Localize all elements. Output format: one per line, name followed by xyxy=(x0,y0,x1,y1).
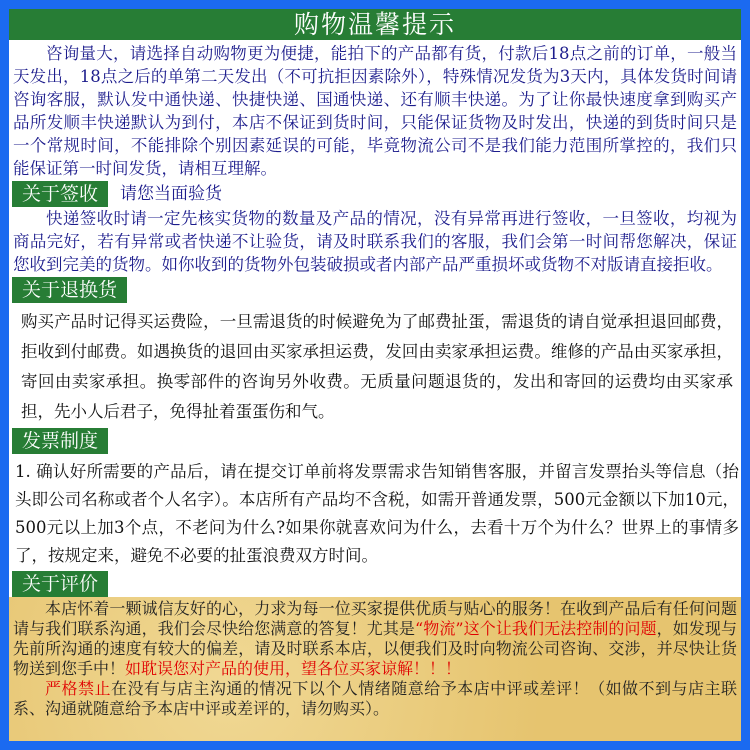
section-label-receipt: 关于签收 xyxy=(12,181,108,207)
review-text-c: 在没有与店主沟通的情况下以个人情绪随意给予本店中评或差评！（如做不到与店主联系、沟通就随意给予本店中评或差评的，请勿购买）。 xyxy=(13,679,737,718)
review-background xyxy=(9,597,741,741)
shopping-notice xyxy=(9,9,741,741)
returns-text: 购买产品时记得买运费险，一旦需退货的时候避免为了邮费扯蛋，需退货的请自觉承担退回邮费，拒收到付邮费。如遇换货的退回由买家承担运费，发回由卖家承担运费。维修的产品由买家承担，寄回由卖家承担。换零部件的咨询另外收费。无质量问题退货的，发出和寄回的运费均由买家承担，先小人后君子，免得扯着蛋蛋伤和气。 xyxy=(21,312,733,421)
logistics-warning: “物流”这个让我们无法控制的问题 xyxy=(415,619,657,638)
receipt-subtitle: 请您当面验货 xyxy=(120,184,223,204)
section-label-returns: 关于退换货 xyxy=(12,277,127,303)
intro-text: 咨询量大，请选择自动购物更为便捷，能拍下的产品都有货，付款后18点之前的订单，一般当天发出，18点之后的单第二天发出（不可抗拒因素除外），特殊情况发货为3天内，具体发货时间请咨询客服，默认发中通快递、快捷快递、国通快递、还有顺丰快递。为了让你最快速度拿到购买产品所发顺丰快递默认为到付，本店不保证到货时间，只能保证货物及时发出，快递的到货时间只是一个常规时间，不能排除个别因素延误的可能，毕竟物流公司不是我们能力范围所掌控的，我们只能保证第一时间发货，请相互理解。 xyxy=(13,44,737,178)
invoice-header xyxy=(9,428,741,454)
section-label-invoice: 发票制度 xyxy=(12,428,108,454)
invoice-text: 1. 确认好所需要的产品后，请在提交订单前将发票需求告知销售客服，并留言发票抬头等信息（抬头即公司名称或者个人名字）。本店所有产品均不含税，如需开普通发票，500元金额以下加10元，500元以上加3个点，不老问为什么?如果你就喜欢问为什么，去看十万个为什么？世界上的事情多了，按规定来，避免不必要的扯蛋浪费双方时间。 xyxy=(15,462,739,565)
receipt-header xyxy=(9,181,741,207)
apology-text: 如耽误您对产品的使用，望各位买家谅解！！！ xyxy=(125,659,462,678)
review-text xyxy=(13,599,737,719)
page-title: 购物温馨提示 xyxy=(9,9,741,40)
receipt-text: 快递签收时请一定先核实货物的数量及产品的情况，没有异常再进行签收，一旦签收，均视为商品完好，若有异常或者快递不让验货，请及时联系我们的客服，我们会第一时间帮您解决，保证您收到完美的货物。如你收到的货物外包装破损或者内部产品严重损坏或货物不对版请直接拒收。 xyxy=(13,209,737,274)
prohibition-label: 严格禁止 xyxy=(45,679,111,698)
returns-header xyxy=(9,277,741,303)
review-paragraph-1 xyxy=(13,599,737,679)
review-text-a: 本店怀着一颗诚信友好的心，力求为每一位买家提供优质与贴心的服务！在收到产品后有任何问题请与我们联系沟通，我们会尽快给您满意的答复！尤其是 xyxy=(13,599,737,638)
review-text-b: ，如发现与先前所沟通的速度有较大的偏差，请及时联系本店，以便我们及时向物流公司咨询、交涉，并尽快让货物送到您手中！ xyxy=(13,619,737,678)
review-paragraph-2 xyxy=(13,679,737,719)
review-header xyxy=(9,571,741,597)
section-label-review: 关于评价 xyxy=(12,571,108,597)
